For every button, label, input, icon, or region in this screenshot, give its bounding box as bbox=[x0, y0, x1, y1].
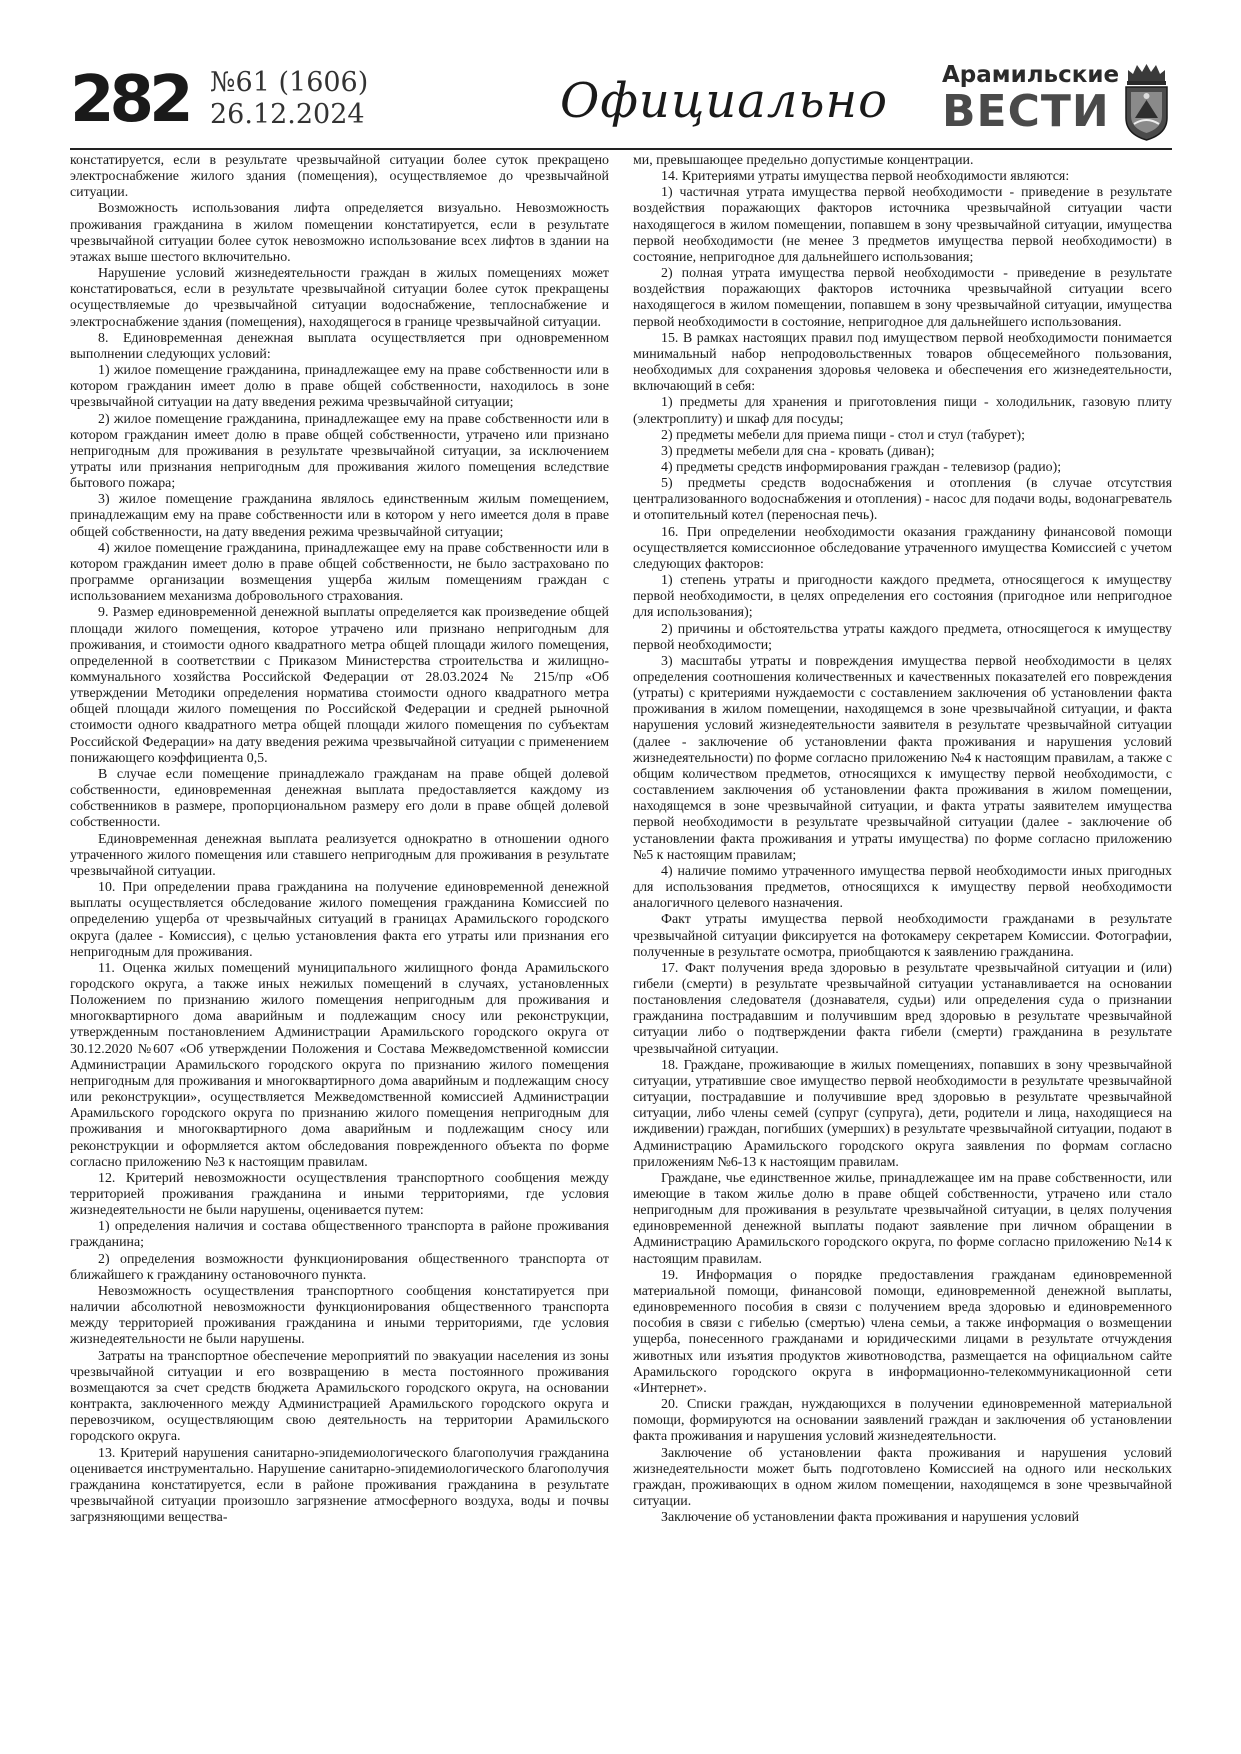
paragraph: Нарушение условий жизнедеятельности граждан в жилых помещениях может констатироваться, если в результате чрезвычайной ситуации более суток прекращены осуществляемые до чрезвычайной ситуации водоснабжение, теплоснабжение и электроснабжение здания (помещения), находящегося в границе чрезвычайной ситуации. bbox=[70, 266, 609, 330]
paragraph: 2) жилое помещение гражданина, принадлежащее ему на праве собственности или в котором гражданин имеет долю в праве общей собственности, утрачено или признано непригодным для проживания в результате чрезвычайной ситуации, за исключением утраты или признания непригодным для проживания жилого помещения вследствие бытового пожара; bbox=[70, 411, 609, 492]
paragraph: Факт утраты имущества первой необходимости гражданами в результате чрезвычайной ситуации фиксируется на фотокамеру секретарем Комиссии. Фотографии, полученные в результате осмотра, приобщаются к заявлению гражданина. bbox=[633, 912, 1172, 960]
paragraph: 19. Информация о порядке предоставления гражданам единовременной материальной помощи, финансовой помощи, единовременной денежной выплаты, единовременного пособия в связи с получением вреда здоровью и единовременного пособия в связи с гибелью (смертью) члена семьи, а также информация о возмещении ущерба, понесенного гражданами и юридическими лицами в результате отчуждения животных или изъятия продуктов животноводства, размещается на официальном сайте Арамильского городского округа в информационно-телекоммуникационной сети «Интернет». bbox=[633, 1267, 1172, 1396]
header-divider bbox=[70, 148, 1172, 150]
paragraph: констатируется, если в результате чрезвычайной ситуации более суток прекращено электроснабжение жилого здания (помещения), осуществляемое до чрезвычайной ситуации. bbox=[70, 153, 609, 201]
issue-number: №61 (1606) bbox=[210, 67, 369, 98]
masthead bbox=[70, 62, 1170, 146]
paragraph: 2) причины и обстоятельства утраты каждого предмета, относящегося к имуществу первой необходимости; bbox=[633, 621, 1172, 653]
paragraph: Единовременная денежная выплата реализуется однократно в отношении одного утраченного жилого помещения или ставшего непригодным для проживания в результате чрезвычайной ситуации. bbox=[70, 831, 609, 879]
paragraph: 4) наличие помимо утраченного имущества первой необходимости иных пригодных для использования предметов, относящихся к имуществу первой необходимости аналогичного целевого назначения. bbox=[633, 863, 1172, 912]
section-title: Официально bbox=[560, 73, 889, 129]
paragraph: Невозможность осуществления транспортного сообщения констатируется при наличии абсолютной невозможности функционирования общественного транспорта между территорией проживания гражданина и иными территориями, где условия жизнедеятельности не были нарушены. bbox=[70, 1283, 609, 1348]
paragraph: 3) масштабы утраты и повреждения имущества первой необходимости в целях определения соотношения количественных и качественных показателей его повреждения (утраты) с критериями нуждаемости с составлением заключения об установлении факта проживания в жилом помещении, находящемся в зоне чрезвычайной ситуации, и факта нарушения условий жизнедеятельности заявителя в результате чрезвычайной ситуации (далее - заключение об установлении факта проживания и нарушения условий жизнедеятельности) по форме согласно приложению №4 к настоящим правилам, а также с общим количеством предметов, относящихся к имуществу первой необходимости, с составлением заключения об установлении факта проживания в жилом помещении, находящемся в зоне чрезвычайной ситуации, и факта утраты заявителем имущества первой необходимости в результате чрезвычайной ситуации (далее - заключение об установлении факта проживания и утраты имущества) по форме согласно приложению №5 к настоящим правилам; bbox=[633, 653, 1172, 863]
paragraph: 4) жилое помещение гражданина, принадлежащее ему на праве собственности или в котором гражданин имеет долю в праве общей собственности, не было застраховано по программе организации возмещения ущерба жилым помещениям граждан с использованием механизма добровольного страхования. bbox=[70, 540, 609, 605]
paragraph: 5) предметы средств водоснабжения и отопления (в случае отсутствия централизованного водоснабжения и отопления) - насос для подачи воды, водонагреватель и отопительный котел (переносная печь). bbox=[633, 476, 1172, 524]
paragraph: 17. Факт получения вреда здоровью в результате чрезвычайной ситуации и (или) гибели (смерти) в результате чрезвычайной ситуации устанавливается на основании постановления следователя (дознавателя, судьи) или определения суда о признании гражданина пострадавшим и получившим вред здоровью в результате чрезвычайной ситуации либо о подтверждении факта гибели (смерти) гражданина в результате чрезвычайной ситуации. bbox=[633, 960, 1172, 1057]
paragraph: Граждане, чье единственное жилье, принадлежащее им на праве собственности, или имеющие в таком жилье долю в праве общей собственности, утрачено или стало непригодным для проживания в результате чрезвычайной ситуации, в целях получения единовременной денежной выплаты подают заявление при личном обращении в Администрацию Арамильского городского округа, по форме согласно приложению №14 к настоящим правилам. bbox=[633, 1170, 1172, 1267]
paragraph: 2) определения возможности функционирования общественного транспорта от ближайшего к гражданину остановочного пункта. bbox=[70, 1251, 609, 1283]
paragraph: 12. Критерий невозможности осуществления транспортного сообщения между территорией проживания гражданина и иными территориями, где условия жизнедеятельности не были нарушены, оценивается путем: bbox=[70, 1170, 609, 1219]
paragraph: 1) определения наличия и состава общественного транспорта в районе проживания гражданина; bbox=[70, 1219, 609, 1251]
paragraph: 11. Оценка жилых помещений муниципального жилищного фонда Арамильского городского округа, а также иных нежилых помещений в случаях, установленных Положением по признанию жилого помещения непригодным для проживания и многоквартирного дома аварийным и подлежащим сносу или реконструкции, утвержденным постановлением Администрации Арамильского городского округа от 30.12.2020 №607 «Об утверждении Положения и Состава Межведомственной комиссии Администрации Арамильского городского округа по признанию жилого помещения непригодным для проживания и многоквартирного дома аварийным и подлежащим сносу или реконструкции», осуществляется Межведомственной комиссией Администрации Арамильского городского округа по признанию жилого помещения непригодным для проживания и многоквартирного дома аварийным и подлежащим сносу или реконструкции и оформляется актом обследования поврежденного объекта по форме согласно приложению №3 к настоящим правилам. bbox=[70, 960, 609, 1170]
paragraph: 2) предметы мебели для приема пищи - стол и стул (табурет); bbox=[661, 427, 1025, 443]
paragraph: 9. Размер единовременной денежной выплаты определяется как произведение общей площади жилого помещения, которое утрачено или признано непригодным для проживания, и стоимости одного квадратного метра общей площади жилого помещения, определенной в соответствии с Приказом Министерства строительства и жилищно-коммунального хозяйства Российской Федерации от 28.03.2024 № 215/пр «Об утверждении Методики определения норматива стоимости одного квадратного метра общей площади жилого помещения по Российской Федерации и средней рыночной стоимости одного квадратного метра общей площади жилого помещения по субъектам Российской Федерации» на дату введения режима чрезвычайной ситуации с применением понижающего коэффициента 0,5. bbox=[70, 605, 609, 766]
paragraph: 1) степень утраты и пригодности каждого предмета, относящегося к имуществу первой необходимости, в целях определения его состояния (пригодное или непригодное для использования); bbox=[633, 573, 1172, 621]
paragraph: 8. Единовременная денежная выплата осуществляется при одновременном выполнении следующих условий: bbox=[70, 330, 609, 362]
newspaper-logo-top: Арамильские bbox=[942, 62, 1120, 88]
coat-of-arms-icon bbox=[1123, 62, 1170, 142]
text-column-left bbox=[70, 153, 609, 1526]
text-column-right bbox=[633, 153, 1172, 1526]
page-number: 282 bbox=[70, 63, 189, 137]
newspaper-logo bbox=[942, 62, 1120, 142]
paragraph: 13. Критерий нарушения санитарно-эпидемиологического благополучия гражданина оценивается инструментально. Нарушение санитарно-эпидемиологического благополучия гражданина констатируется, если в районе проживания гражданина в результате чрезвычайной ситуации произошло загрязнение атмосферного воздуха, воды и почвы загрязняющими вещества- bbox=[70, 1445, 609, 1526]
paragraph: Возможность использования лифта определяется визуально. Невозможность проживания гражданина в жилом помещении констатируется, если в результате чрезвычайной ситуации более суток невозможно использование всех лифтов в здании на этажах выше шестого включительно. bbox=[70, 201, 609, 265]
paragraph: 16. При определении необходимости оказания гражданину финансовой помощи осуществляется комиссионное обследование утраченного имущества Комиссией с учетом следующих факторов: bbox=[633, 524, 1172, 572]
newspaper-logo-bottom: ВЕСТИ bbox=[942, 86, 1110, 137]
paragraph: 1) предметы для хранения и приготовления пищи - холодильник, газовую плиту (электроплиту) и шкаф для посуды; bbox=[633, 395, 1172, 427]
paragraph: 10. При определении права гражданина на получение единовременной денежной выплаты осуществляется обследование жилого помещения гражданина Комиссией по определению ущерба от чрезвычайных ситуаций в границах Арамильского городского округа (далее - Комиссия), с целью установления факта его утраты или признания его непригодным для проживания. bbox=[70, 880, 609, 960]
paragraph: 1) жилое помещение гражданина, принадлежащее ему на праве собственности или в котором гражданин имеет долю в праве общей собственности, находилось в зоне чрезвычайной ситуации на дату введения режима чрезвычайной ситуации; bbox=[70, 363, 609, 411]
paragraph: Затраты на транспортное обеспечение мероприятий по эвакуации населения из зоны чрезвычайной ситуации и его возвращению в места постоянного проживания возмещаются за счет средств бюджета Арамильского городского округа, на основании контракта, заключенного между Администрацией Арамильского городского округа и перевозчиком, осуществляющим свою деятельность на территории Арамильского городского округа. bbox=[70, 1348, 609, 1445]
paragraph: 4) предметы средств информирования граждан - телевизор (радио); bbox=[661, 459, 1062, 475]
paragraph: 15. В рамках настоящих правил под имуществом первой необходимости понимается минимальный набор непродовольственных товаров общесемейного пользования, необходимых для сохранения здоровья человека и обеспечения его жизнедеятельности, включающий в себя: bbox=[633, 330, 1172, 395]
issue-date: 26.12.2024 bbox=[210, 99, 365, 130]
paragraph: 20. Списки граждан, нуждающихся в получении единовременной материальной помощи, формируются на основании заявлений граждан и заключения об установлении факта проживания и нарушения условий жизнедеятельности. bbox=[633, 1397, 1172, 1445]
paragraph: 3) предметы мебели для сна - кровать (диван); bbox=[661, 443, 935, 459]
paragraph: Заключение об установлении факта проживания и нарушения условий жизнедеятельности может быть подготовлено Комиссией на одного или нескольких граждан, проживающих в одном жилом помещении, находящемся в зоне чрезвычайной ситуации. bbox=[633, 1445, 1172, 1509]
paragraph: Заключение об установлении факта проживания и нарушения условий bbox=[661, 1510, 1080, 1526]
paragraph: 14. Критериями утраты имущества первой необходимости являются: bbox=[661, 169, 1070, 185]
paragraph: 18. Граждане, проживающие в жилых помещениях, попавших в зону чрезвычайной ситуации, утратившие свое имущество первой необходимости в результате чрезвычайной ситуации, пострадавшие и получившие вред здоровью в результате чрезвычайной ситуации, либо члены семей (супруг (супруга), дети, родители и лица, находящиеся на иждивении) граждан, погибших (умерших) в результате чрезвычайной ситуации, подают в Администрацию Арамильского городского округа заявления по формам согласно приложениям №6-13 к настоящим правилам. bbox=[633, 1057, 1172, 1170]
paragraph: В случае если помещение принадлежало гражданам на праве общей долевой собственности, единовременная денежная выплата предоставляется каждому из собственников в размере, пропорциональном размеру его доли в праве общей долевой собственности. bbox=[70, 766, 609, 831]
paragraph: 1) частичная утрата имущества первой необходимости - приведение в результате воздействия поражающих факторов источника чрезвычайной ситуации части находящегося в жилом помещении, попавшем в зону чрезвычайной ситуации, имущества первой необходимости (не менее 3 предметов имущества первой необходимости) в состояние, непригодное для дальнейшего использования; bbox=[633, 185, 1172, 265]
paragraph: ми, превышающее предельно допустимые концентрации. bbox=[633, 153, 974, 168]
paragraph: 3) жилое помещение гражданина являлось единственным жилым помещением, принадлежащим ему на праве собственности или в котором у него имеется доля в праве общей собственности, на дату введения режима чрезвычайной ситуации; bbox=[70, 492, 609, 540]
paragraph: 2) полная утрата имущества первой необходимости - приведение в результате воздействия поражающих факторов источника чрезвычайной ситуации всего находящегося в жилом помещении, попавшем в зону чрезвычайной ситуации, имущества первой необходимости в состояние, непригодное для дальнейшего использования. bbox=[633, 266, 1172, 330]
